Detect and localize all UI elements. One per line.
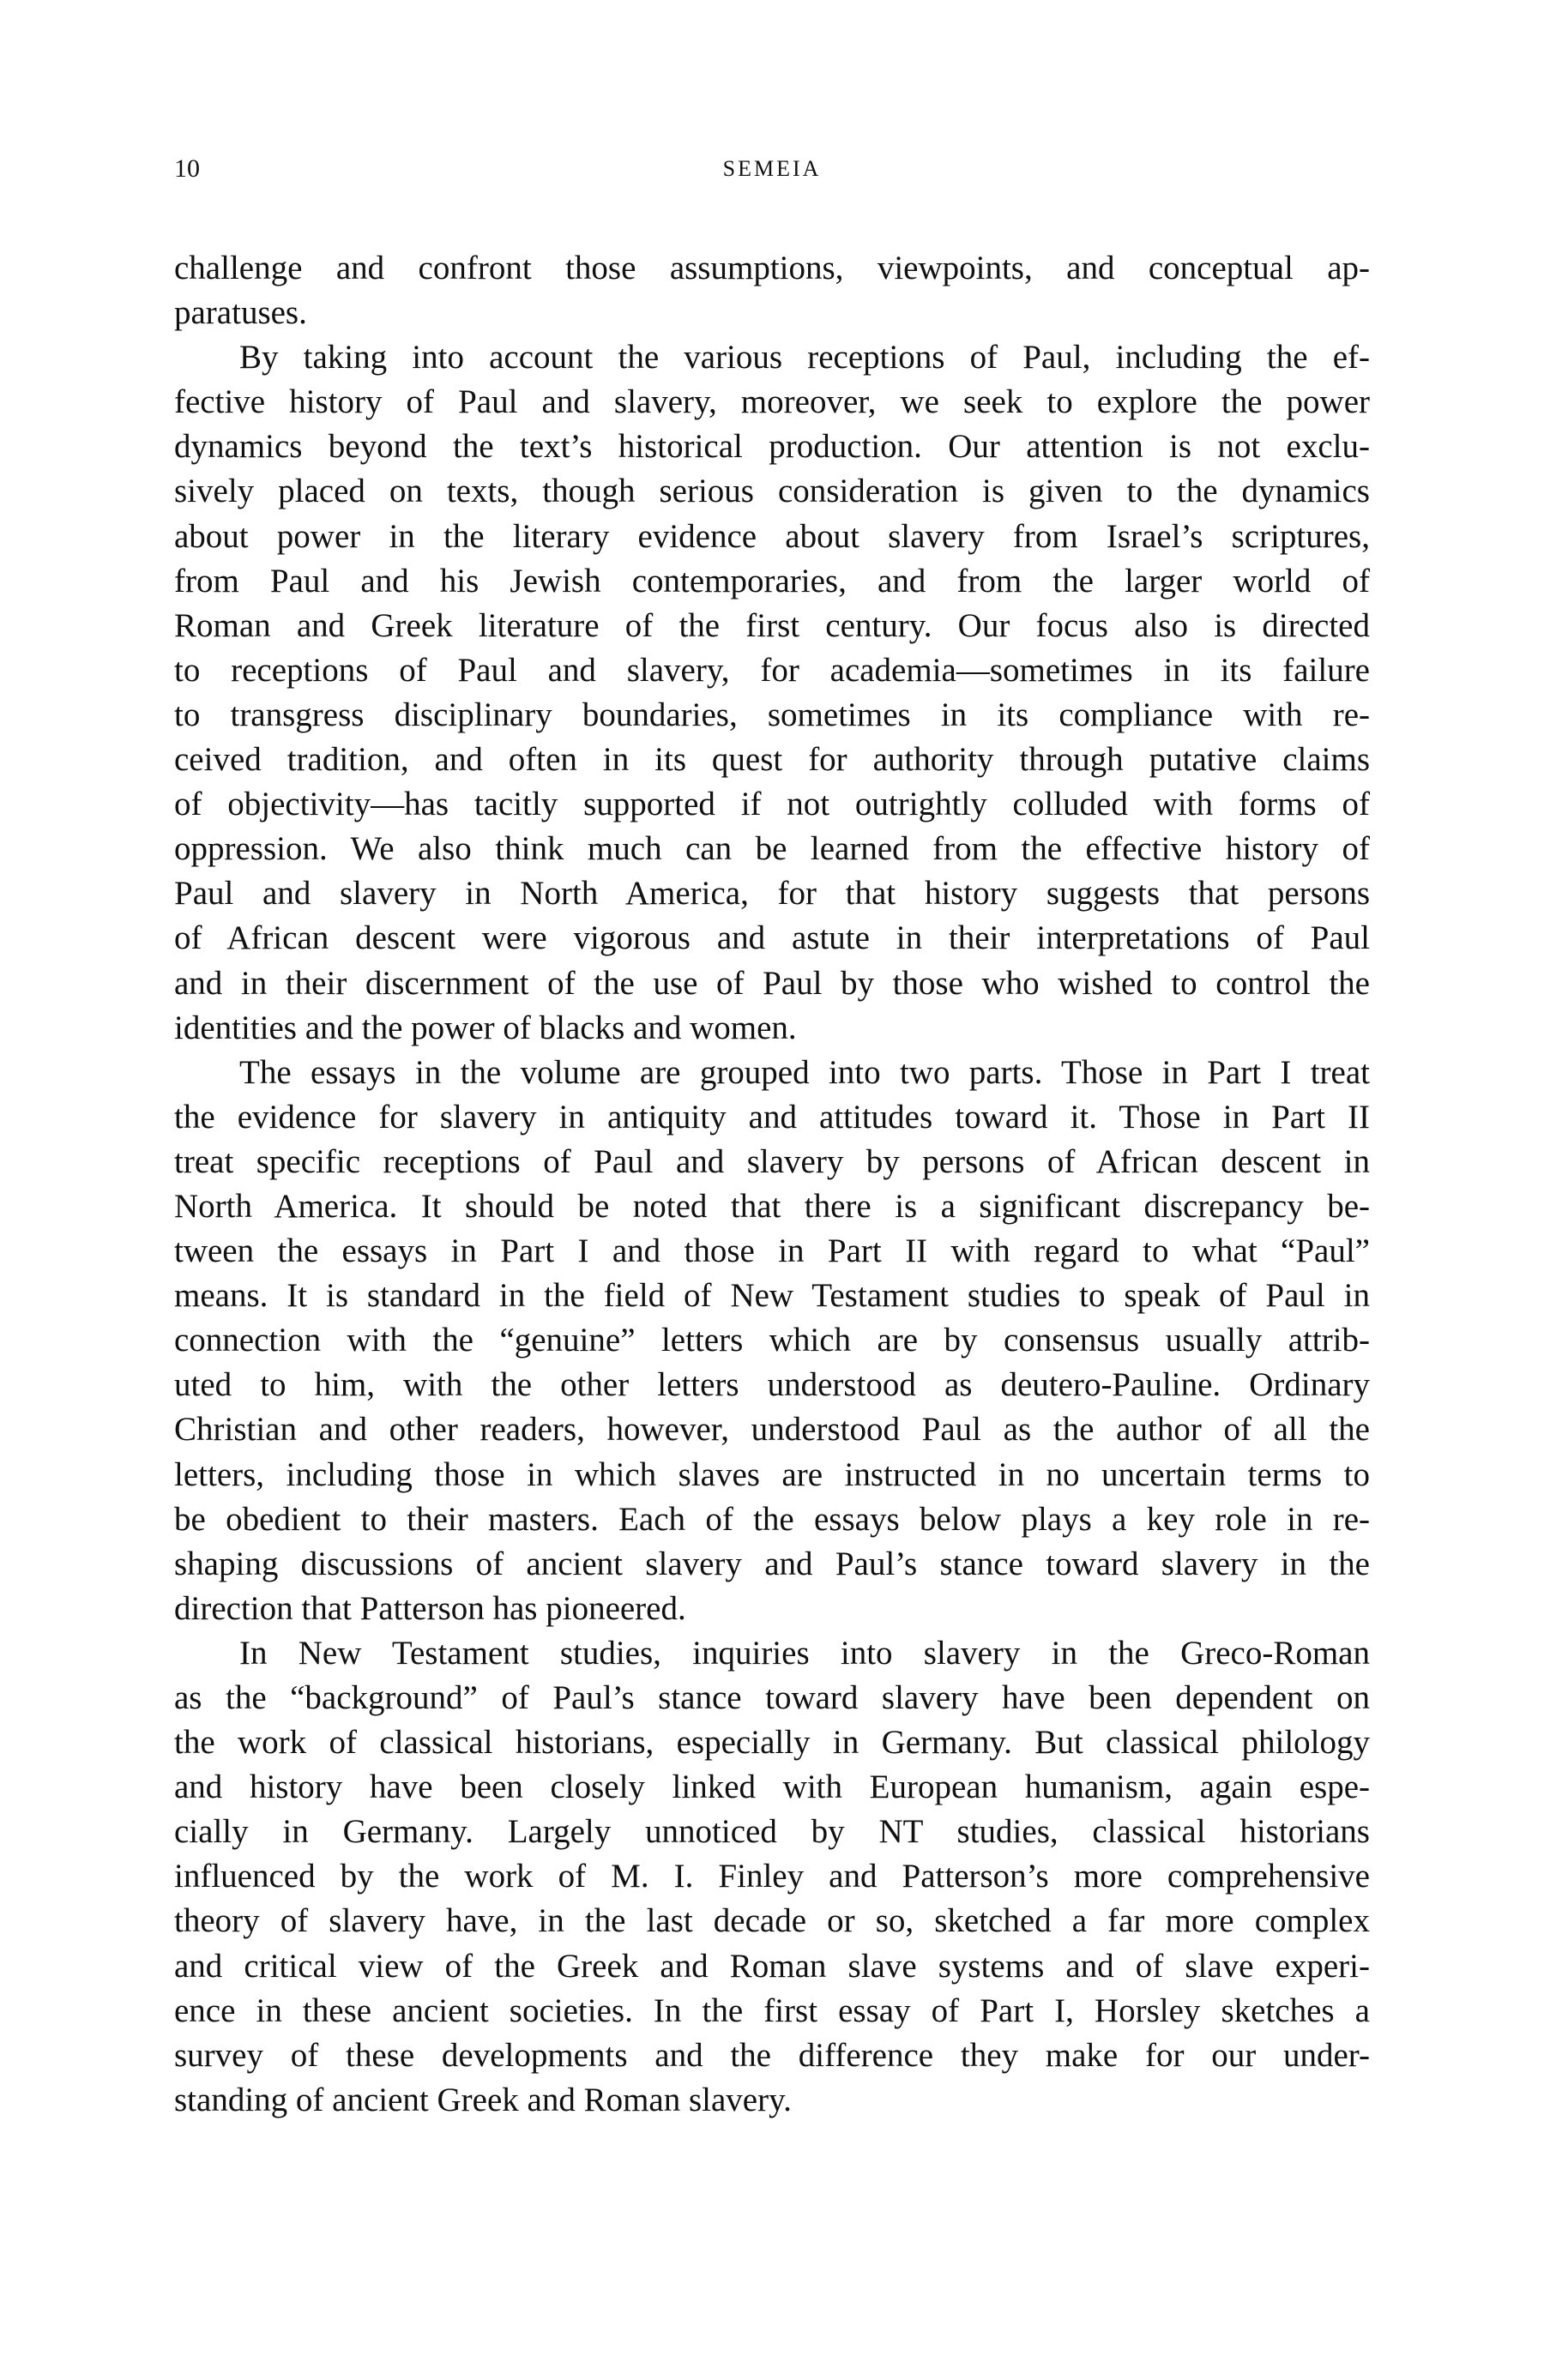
text-line: shaping discussions of ancient slavery and Paul’s stance toward slavery in the xyxy=(174,1545,1370,1582)
text-line: sively placed on texts, though serious consideration is given to the dynamics xyxy=(174,473,1370,510)
text-line: and in their discernment of the use of Paul by those who wished to control the xyxy=(174,964,1370,1002)
text-line: fective history of Paul and slavery, moreover, we seek to explore the power xyxy=(174,383,1370,421)
journal-title: SEMEIA xyxy=(722,156,822,181)
text-line: about power in the literary evidence about slavery from Israel’s scriptures, xyxy=(174,517,1370,555)
text-line: influenced by the work of M. I. Finley and Patterson’s more comprehensive xyxy=(174,1858,1370,1895)
text-line: The essays in the volume are grouped into two parts. Those in Part I treat xyxy=(239,1053,1370,1091)
text-line: North America. It should be noted that there is a significant discrepancy be- xyxy=(174,1187,1370,1225)
text-line: as the “background” of Paul’s stance toward slavery have been dependent on xyxy=(174,1679,1370,1716)
page-number: 10 xyxy=(174,154,200,183)
text-line: connection with the “genuine” letters which are by consensus usually attrib- xyxy=(174,1322,1370,1359)
paragraph xyxy=(174,1051,1370,1631)
text-line: treat specific receptions of Paul and slavery by persons of African descent in xyxy=(174,1142,1370,1180)
running-head xyxy=(174,154,1370,189)
text-line: and history have been closely linked with European humanism, again espe- xyxy=(174,1768,1370,1806)
text-line: paratuses. xyxy=(174,294,307,332)
text-line: ceived tradition, and often in its quest for authority through putative claims xyxy=(174,741,1370,779)
text-line: By taking into account the various receptions of Paul, including the ef- xyxy=(239,339,1370,377)
text-line: standing of ancient Greek and Roman slavery. xyxy=(174,2081,792,2118)
text-line: and critical view of the Greek and Roman slave systems and of slave experi- xyxy=(174,1947,1370,1985)
text-line: oppression. We also think much can be learned from the effective history of xyxy=(174,830,1370,868)
text-line: the work of classical historians, especially in Germany. But classical philology xyxy=(174,1724,1370,1762)
text-line: survey of these developments and the difference they make for our under- xyxy=(174,2036,1370,2074)
text-line: of objectivity—has tacitly supported if not outrightly colluded with forms of xyxy=(174,786,1370,823)
text-line: tween the essays in Part I and those in Part II with regard to what “Paul” xyxy=(174,1232,1370,1270)
text-line: dynamics beyond the text’s historical production. Our attention is not exclu- xyxy=(174,428,1370,466)
text-line: Paul and slavery in North America, for that history suggests that persons xyxy=(174,875,1370,913)
text-line: Roman and Greek literature of the first century. Our focus also is directed xyxy=(174,606,1370,644)
text-line: to receptions of Paul and slavery, for academia—sometimes in its failure xyxy=(174,651,1370,689)
text-line: to transgress disciplinary boundaries, sometimes in its compliance with re- xyxy=(174,696,1370,733)
body-text xyxy=(174,246,1370,2123)
text-line: ence in these ancient societies. In the first essay of Part I, Horsley sketches a xyxy=(174,1991,1370,2029)
text-line: cially in Germany. Largely unnoticed by NT studies, classical historians xyxy=(174,1813,1370,1851)
text-line: uted to him, with the other letters understood as deutero-Pauline. Ordinary xyxy=(174,1366,1370,1404)
text-line: identities and the power of blacks and women. xyxy=(174,1009,797,1046)
text-line: from Paul and his Jewish contemporaries, and from the larger world of xyxy=(174,562,1370,600)
text-line: means. It is standard in the field of New Testament studies to speak of Paul in xyxy=(174,1277,1370,1315)
text-line: of African descent were vigorous and astute in their interpretations of Paul xyxy=(174,919,1370,957)
paragraph xyxy=(174,246,1370,335)
text-line: In New Testament studies, inquiries into slavery in the Greco-Roman xyxy=(239,1634,1370,1672)
text-line: theory of slavery have, in the last decade or so, sketched a far more complex xyxy=(174,1902,1370,1940)
paragraph xyxy=(174,335,1370,1051)
text-line: the evidence for slavery in antiquity and attitudes toward it. Those in Part II xyxy=(174,1098,1370,1136)
text-line: letters, including those in which slaves are instructed in no uncertain terms to xyxy=(174,1455,1370,1493)
text-line: Christian and other readers, however, understood Paul as the author of all the xyxy=(174,1411,1370,1449)
text-line: challenge and confront those assumptions, viewpoints, and conceptual ap- xyxy=(174,250,1370,286)
paragraph xyxy=(174,1631,1370,2123)
text-line: be obedient to their masters. Each of the essays below plays a key role in re- xyxy=(174,1500,1370,1538)
text-line: direction that Patterson has pioneered. xyxy=(174,1589,686,1627)
